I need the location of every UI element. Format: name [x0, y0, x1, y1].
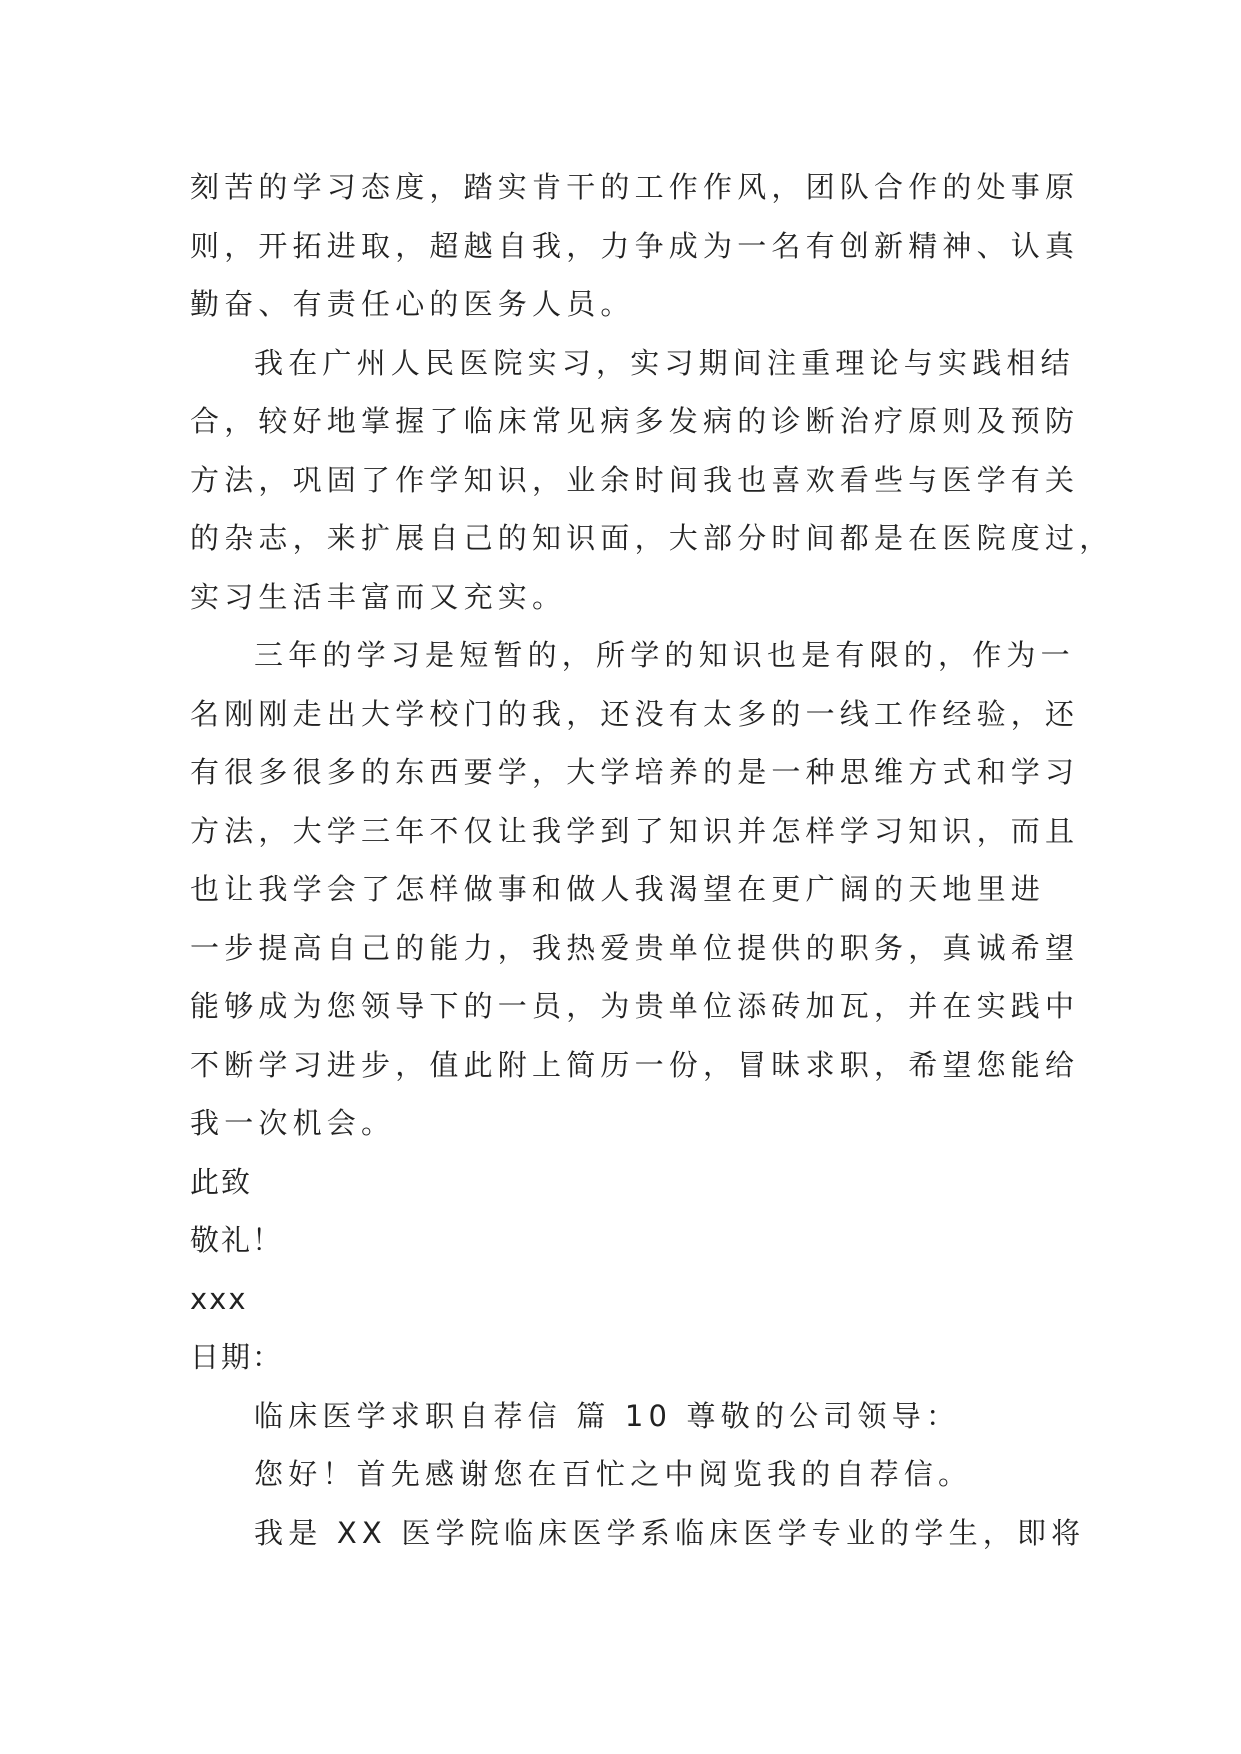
next-letter [190, 1387, 1086, 1563]
text-line: 方法，大学三年不仅让我学到了知识并怎样学习知识，而且 [190, 813, 1080, 848]
salutation-line: 此致 [190, 1164, 253, 1199]
text-line: 我是 XX 医学院临床医学系临床医学专业的学生，即将 [254, 1515, 1086, 1550]
text-line: 也让我学会了怎样做事和做人我渴望在更广阔的天地里进 [190, 872, 1046, 906]
text-line: 实习生活丰富而又充实。 [190, 579, 567, 614]
paragraph-2 [190, 334, 1114, 627]
letter-heading: 临床医学求职自荐信 篇 10 尊敬的公司领导： [254, 1398, 961, 1433]
text-line: 名刚刚走出大学校门的我，还没有太多的一线工作经验，还 [190, 696, 1080, 731]
text-line: 的杂志，来扩展自己的知识面，大部分时间都是在医院度过， [190, 521, 1114, 555]
text-line: 不断学习进步，值此附上简历一份，冒昧求职，希望您能给 [190, 1047, 1080, 1082]
date-label: 日期： [190, 1340, 284, 1374]
text-line: 合，较好地掌握了临床常见病多发病的诊断治疗原则及预防 [190, 404, 1080, 438]
text-line: 刻苦的学习态度，踏实肯干的工作作风，团队合作的处事原 [190, 170, 1080, 204]
text-line: 方法，巩固了作学知识，业余时间我也喜欢看些与医学有关 [190, 462, 1080, 497]
salutation-line: 敬礼！ [190, 1223, 284, 1257]
text-line: 三年的学习是短暂的，所学的知识也是有限的，作为一 [254, 638, 1075, 672]
letter-closing [190, 1153, 1060, 1387]
text-line: 我一次机会。 [190, 1106, 396, 1140]
signature: xxx [190, 1281, 248, 1316]
text-line: 则，开拓进取，超越自我，力争成为一名有创新精神、认真 [190, 228, 1080, 263]
paragraph-1 [190, 158, 1080, 334]
text-line: 勤奋、有责任心的医务人员。 [190, 287, 635, 321]
text-line: 有很多很多的东西要学，大学培养的是一种思维方式和学习 [190, 755, 1080, 789]
text-line: 我在广州人民医院实习，实习期间注重理论与实践相结 [254, 345, 1075, 380]
paragraph-3 [190, 626, 1080, 1153]
letter-greeting: 您好！首先感谢您在百忙之中阅览我的自荐信。 [254, 1457, 973, 1491]
text-line: 能够成为您领导下的一员，为贵单位添砖加瓦，并在实践中 [190, 989, 1080, 1023]
document-page [190, 158, 1114, 1562]
text-line: 一步提高自己的能力，我热爱贵单位提供的职务，真诚希望 [190, 930, 1080, 965]
